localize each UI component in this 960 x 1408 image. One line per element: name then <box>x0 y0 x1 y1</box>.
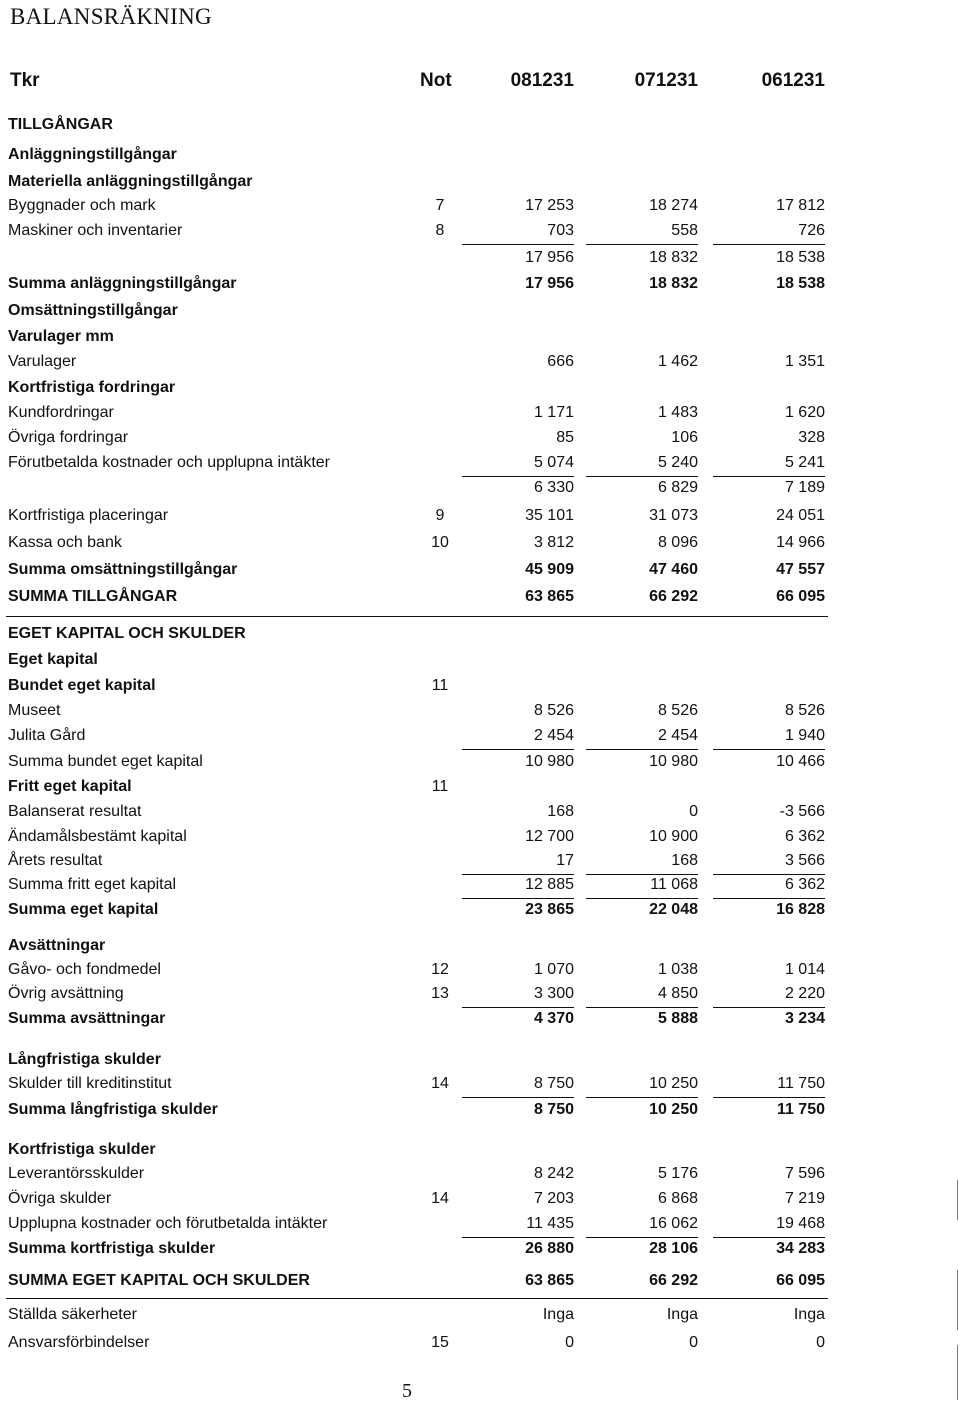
header-col-2006: 061231 <box>761 70 825 91</box>
row-label: Materiella anläggningstillgångar <box>8 173 253 190</box>
row-label: Eget kapital <box>8 651 98 668</box>
note-ref: 7 <box>435 197 445 214</box>
table-row <box>0 985 960 1009</box>
row-label: Upplupna kostnader och förutbetalda intäkter <box>8 1215 328 1232</box>
value-2006: 10 466 <box>776 753 825 770</box>
table-row <box>0 1165 960 1189</box>
table-row <box>0 677 960 701</box>
table-row <box>0 803 960 827</box>
table-row <box>0 1075 960 1099</box>
value-2008: 8 526 <box>533 702 574 719</box>
value-2006: Inga <box>793 1306 825 1323</box>
value-2006: 47 557 <box>776 561 825 578</box>
table-row <box>0 507 960 531</box>
row-label: Ställda säkerheter <box>8 1306 137 1323</box>
value-2007: 66 292 <box>649 588 698 605</box>
value-2008: 8 242 <box>533 1165 574 1182</box>
value-2007: 31 073 <box>649 507 698 524</box>
value-2007: 5 888 <box>657 1010 698 1027</box>
value-2007: 5 240 <box>657 454 698 471</box>
value-2008: 4 370 <box>533 1010 574 1027</box>
table-row <box>0 702 960 726</box>
value-2006: 34 283 <box>776 1240 825 1257</box>
value-2008: 0 <box>565 1334 574 1351</box>
value-2008: 1 070 <box>533 961 574 978</box>
note-ref: 12 <box>431 961 449 978</box>
row-label: Byggnader och mark <box>8 197 156 214</box>
value-2007: 6 868 <box>657 1190 698 1207</box>
value-2006: 328 <box>798 429 825 446</box>
table-row <box>0 1141 960 1165</box>
note-ref: 11 <box>431 778 449 795</box>
table-row <box>0 852 960 876</box>
table-row <box>0 353 960 377</box>
table-row <box>0 753 960 777</box>
row-label: Summa bundet eget kapital <box>8 753 203 770</box>
value-2007: 10 250 <box>649 1101 698 1118</box>
row-label: Förutbetalda kostnader och upplupna intäkter <box>8 454 330 471</box>
table-row <box>0 778 960 802</box>
value-2008: 23 865 <box>525 901 574 918</box>
table-row <box>0 379 960 403</box>
note-ref: 14 <box>431 1075 449 1092</box>
value-2008: 17 <box>556 852 574 869</box>
value-2007: 8 526 <box>657 702 698 719</box>
value-2006: 14 966 <box>776 534 825 551</box>
value-2006: 1 940 <box>784 727 825 744</box>
table-row <box>0 197 960 221</box>
table-row <box>0 1051 960 1075</box>
note-ref: 8 <box>435 222 445 239</box>
value-2006: 7 596 <box>784 1165 825 1182</box>
value-2006: 16 828 <box>776 901 825 918</box>
value-2008: 26 880 <box>525 1240 574 1257</box>
table-row <box>0 937 960 961</box>
value-2006: 17 812 <box>776 197 825 214</box>
value-2008: 35 101 <box>525 507 574 524</box>
value-2008: 12 885 <box>525 876 574 893</box>
value-2008: 2 454 <box>533 727 574 744</box>
value-2007: 66 292 <box>649 1272 698 1289</box>
table-row <box>0 625 960 649</box>
value-2008: 6 330 <box>533 479 574 496</box>
row-label: Kortfristiga placeringar <box>8 507 169 524</box>
value-2007: 11 068 <box>650 876 698 893</box>
row-label: Varulager <box>8 353 77 370</box>
header-unit: Tkr <box>10 70 40 91</box>
page-number: 5 <box>402 1380 412 1402</box>
table-row <box>0 1010 960 1034</box>
value-2007: 18 832 <box>649 275 698 292</box>
value-2006: 19 468 <box>776 1215 825 1232</box>
scan-edge <box>957 1270 958 1330</box>
table-row <box>0 561 960 585</box>
value-2006: 726 <box>798 222 825 239</box>
row-label: EGET KAPITAL OCH SKULDER <box>8 625 246 642</box>
table-row <box>0 116 960 140</box>
value-2006: 6 362 <box>784 828 825 845</box>
value-2006: 3 566 <box>784 852 825 869</box>
table-row <box>0 961 960 985</box>
value-2008: 8 750 <box>533 1101 574 1118</box>
value-2007: 2 454 <box>657 727 698 744</box>
row-label: Kundfordringar <box>8 404 114 421</box>
value-2008: 10 980 <box>525 753 574 770</box>
value-2007: 4 850 <box>657 985 698 1002</box>
table-row <box>0 1334 960 1358</box>
row-label: Summa anläggningstillgångar <box>8 275 237 292</box>
value-2008: 45 909 <box>525 561 574 578</box>
value-2006: 8 526 <box>784 702 825 719</box>
note-ref: 10 <box>431 534 449 551</box>
section-divider <box>6 1298 828 1299</box>
value-2006: 11 750 <box>777 1075 825 1092</box>
row-label: Museet <box>8 702 61 719</box>
table-row <box>0 534 960 558</box>
header-col-2007: 071231 <box>634 70 698 91</box>
note-ref: 9 <box>435 507 445 524</box>
value-2007: 1 462 <box>657 353 698 370</box>
row-label: Kortfristiga fordringar <box>8 379 176 396</box>
row-label: Leverantörsskulder <box>8 1165 145 1182</box>
table-row <box>0 173 960 197</box>
value-2006: 1 620 <box>784 404 825 421</box>
value-2007: 558 <box>671 222 698 239</box>
value-2008: 17 956 <box>525 275 574 292</box>
row-label: Summa kortfristiga skulder <box>8 1240 216 1257</box>
table-row <box>0 1215 960 1239</box>
value-2008: 168 <box>547 803 574 820</box>
row-label: SUMMA TILLGÅNGAR <box>8 588 178 605</box>
table-row <box>0 1101 960 1125</box>
value-2008: 703 <box>547 222 574 239</box>
row-label: Omsättningstillgångar <box>8 302 178 319</box>
value-2007: 28 106 <box>649 1240 698 1257</box>
value-2007: 5 176 <box>657 1165 698 1182</box>
section-divider <box>6 616 828 617</box>
table-row <box>0 249 960 273</box>
value-2007: 22 048 <box>649 901 698 918</box>
table-row <box>0 404 960 428</box>
value-2006: 18 538 <box>776 275 825 292</box>
row-label: Maskiner och inventarier <box>8 222 183 239</box>
table-row <box>0 1306 960 1330</box>
value-2006: 66 095 <box>776 1272 825 1289</box>
table-row <box>0 1240 960 1264</box>
note-ref: 15 <box>431 1334 449 1351</box>
value-2008: 63 865 <box>525 588 574 605</box>
value-2006: 3 234 <box>784 1010 825 1027</box>
table-row <box>0 876 960 900</box>
value-2008: 666 <box>547 353 574 370</box>
value-2007: 18 274 <box>649 197 698 214</box>
value-2006: 7 219 <box>784 1190 825 1207</box>
row-label: Varulager mm <box>8 328 114 345</box>
header-col-2008: 081231 <box>510 70 574 91</box>
table-row <box>0 275 960 299</box>
value-2007: 18 832 <box>649 249 698 266</box>
value-2008: 3 300 <box>533 985 574 1002</box>
value-2007: 168 <box>671 852 698 869</box>
row-label: Bundet eget kapital <box>8 677 156 694</box>
row-label: Balanserat resultat <box>8 803 142 820</box>
row-label: Avsättningar <box>8 937 106 954</box>
value-2008: 5 074 <box>533 454 574 471</box>
row-label: Gåvo- och fondmedel <box>8 961 161 978</box>
row-label: Summa eget kapital <box>8 901 159 918</box>
table-row <box>0 146 960 170</box>
value-2008: 7 203 <box>533 1190 574 1207</box>
table-row <box>0 727 960 751</box>
table-row <box>0 1272 960 1296</box>
row-label: Övriga fordringar <box>8 429 129 446</box>
row-label: Fritt eget kapital <box>8 778 132 795</box>
value-2007: 106 <box>671 429 698 446</box>
value-2008: 17 956 <box>525 249 574 266</box>
table-row <box>0 454 960 478</box>
scan-edge <box>957 1345 958 1400</box>
value-2007: 0 <box>689 803 698 820</box>
row-label: Årets resultat <box>8 852 103 869</box>
table-row <box>0 651 960 675</box>
row-label: Ansvarsförbindelser <box>8 1334 150 1351</box>
page-title: BALANSRÄKNING <box>10 4 212 29</box>
value-2006: 66 095 <box>776 588 825 605</box>
scan-edge <box>957 1180 958 1220</box>
row-label: Summa fritt eget kapital <box>8 876 177 893</box>
value-2007: 1 483 <box>657 404 698 421</box>
row-label: Kortfristiga skulder <box>8 1141 156 1158</box>
value-2007: 8 096 <box>657 534 698 551</box>
value-2007: 16 062 <box>649 1215 698 1232</box>
row-label: Julita Gård <box>8 727 86 744</box>
row-label: Långfristiga skulder <box>8 1051 161 1068</box>
value-2006: 0 <box>816 1334 825 1351</box>
row-label: Summa omsättningstillgångar <box>8 561 238 578</box>
row-label: Summa långfristiga skulder <box>8 1101 218 1118</box>
note-ref: 14 <box>431 1190 449 1207</box>
value-2007: 1 038 <box>657 961 698 978</box>
table-row <box>0 588 960 612</box>
value-2006: 7 189 <box>784 479 825 496</box>
value-2006: -3 566 <box>779 803 825 820</box>
value-2008: Inga <box>542 1306 574 1323</box>
value-2007: 6 829 <box>657 479 698 496</box>
row-label: TILLGÅNGAR <box>8 116 113 133</box>
value-2007: Inga <box>666 1306 698 1323</box>
value-2006: 24 051 <box>776 507 825 524</box>
value-2006: 11 750 <box>776 1101 825 1118</box>
value-2007: 10 980 <box>649 753 698 770</box>
value-2006: 6 362 <box>784 876 825 893</box>
row-label: SUMMA EGET KAPITAL OCH SKULDER <box>8 1272 310 1289</box>
note-ref: 11 <box>431 677 449 694</box>
table-row <box>0 479 960 503</box>
value-2006: 18 538 <box>776 249 825 266</box>
value-2006: 2 220 <box>784 985 825 1002</box>
value-2006: 5 241 <box>784 454 825 471</box>
value-2008: 85 <box>556 429 574 446</box>
value-2008: 3 812 <box>533 534 574 551</box>
row-label: Övrig avsättning <box>8 985 124 1002</box>
table-row <box>0 901 960 925</box>
table-row <box>0 429 960 453</box>
value-2007: 10 900 <box>649 828 698 845</box>
table-row <box>0 302 960 326</box>
table-row <box>0 1190 960 1214</box>
value-2008: 12 700 <box>525 828 574 845</box>
value-2006: 1 014 <box>784 961 825 978</box>
row-label: Kassa och bank <box>8 534 122 551</box>
value-2007: 0 <box>689 1334 698 1351</box>
header-note: Not <box>420 70 452 91</box>
value-2006: 1 351 <box>784 353 825 370</box>
row-label: Skulder till kreditinstitut <box>8 1075 172 1092</box>
value-2008: 63 865 <box>525 1272 574 1289</box>
note-ref: 13 <box>431 985 449 1002</box>
table-row <box>0 328 960 352</box>
value-2007: 47 460 <box>649 561 698 578</box>
row-label: Övriga skulder <box>8 1190 112 1207</box>
value-2008: 8 750 <box>533 1075 574 1092</box>
value-2008: 11 435 <box>526 1215 574 1232</box>
row-label: Ändamålsbestämt kapital <box>8 828 187 845</box>
value-2008: 1 171 <box>533 404 574 421</box>
row-label: Summa avsättningar <box>8 1010 166 1027</box>
row-label: Anläggningstillgångar <box>8 146 177 163</box>
value-2007: 10 250 <box>649 1075 698 1092</box>
table-row <box>0 828 960 852</box>
value-2008: 17 253 <box>525 197 574 214</box>
table-row <box>0 222 960 246</box>
